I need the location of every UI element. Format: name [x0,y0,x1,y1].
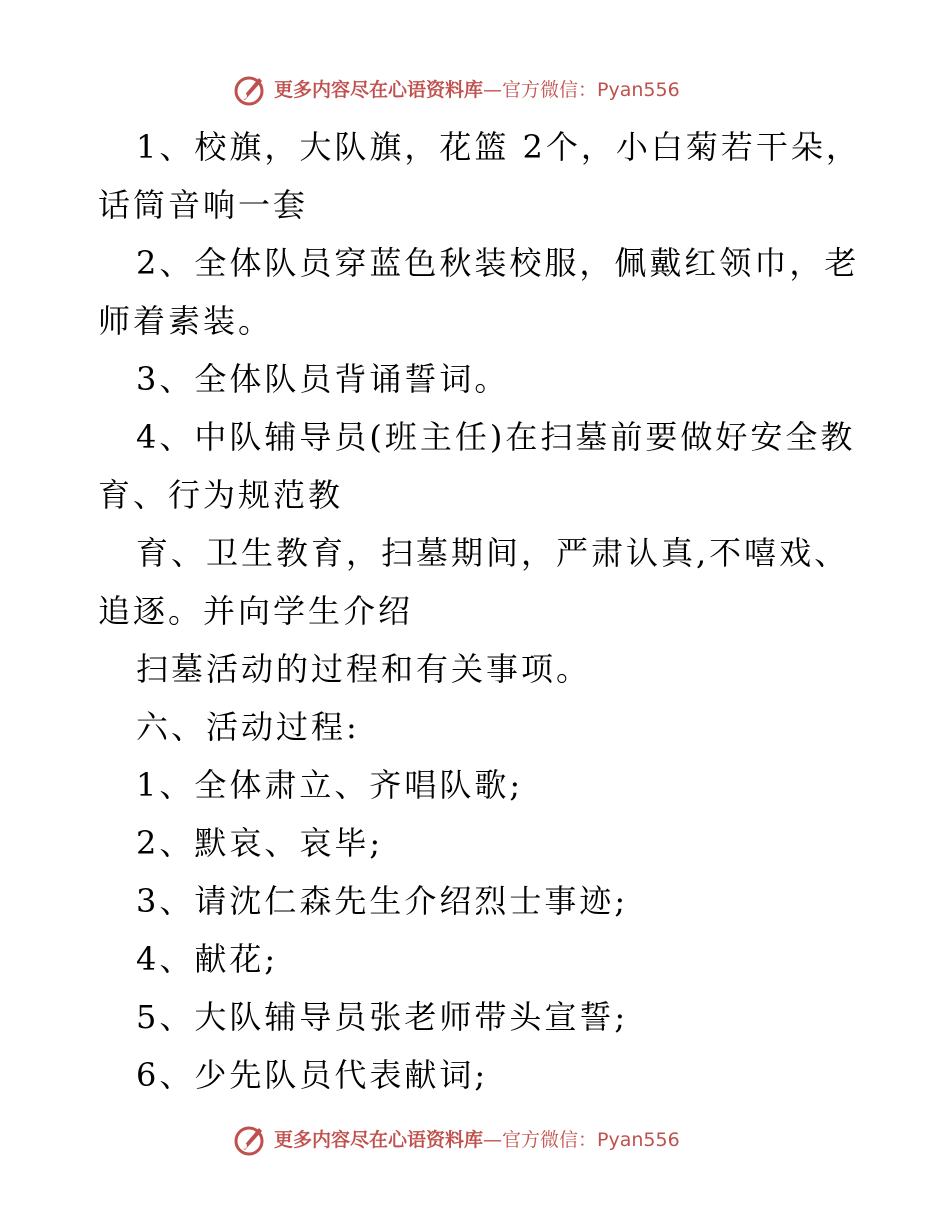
pen-circle-logo-icon [232,1122,268,1158]
header-banner [232,72,752,108]
document-line: 育、卫生教育，扫墓期间，严肃认真,不嘻戏、 [136,534,850,572]
document-line: 2、全体队员穿蓝色秋装校服，佩戴红领巾，老 [136,244,860,282]
banner-dash: — [483,1129,503,1151]
document-line: 育、行为规范教 [98,476,344,514]
document-line: 师着素装。 [98,302,274,340]
document-line: 5、大队辅导员张老师带头宣誓; [136,998,629,1036]
banner-wechat-label: 官方微信： [502,1129,598,1151]
banner-site-text: 更多内容尽在心语资料库 [274,1129,484,1151]
document-line: 六、活动过程: [136,708,360,746]
banner-text [274,1122,680,1158]
document-line: 追逐。并向学生介绍 [98,592,414,630]
banner-wechat-label: 官方微信： [502,79,598,101]
document-line: 4、献花; [136,940,279,978]
pen-circle-logo-icon [232,72,268,108]
document-line: 1、校旗，大队旗，花篮 2个，小白菊若干朵， [136,128,861,166]
document-line: 扫墓活动的过程和有关事项。 [136,650,592,688]
banner-wechat-id: Pyan556 [597,79,680,101]
document-line: 话筒音响一套 [98,186,309,224]
document-line: 2、默哀、哀毕; [136,824,384,862]
banner-text [274,72,680,108]
document-line: 1、全体肃立、齐唱队歌; [136,766,524,804]
document-body [98,118,861,1104]
document-line: 4、中队辅导员(班主任)在扫墓前要做好安全教 [136,418,856,456]
document-line: 3、全体队员背诵誓词。 [136,360,510,398]
banner-dash: — [483,79,503,101]
banner-site-text: 更多内容尽在心语资料库 [274,79,484,101]
document-line: 6、少先队员代表献词; [136,1056,489,1094]
banner-wechat-id: Pyan556 [597,1129,680,1151]
document-line: 3、请沈仁森先生介绍烈士事迹; [136,882,629,920]
footer-banner [232,1122,752,1158]
